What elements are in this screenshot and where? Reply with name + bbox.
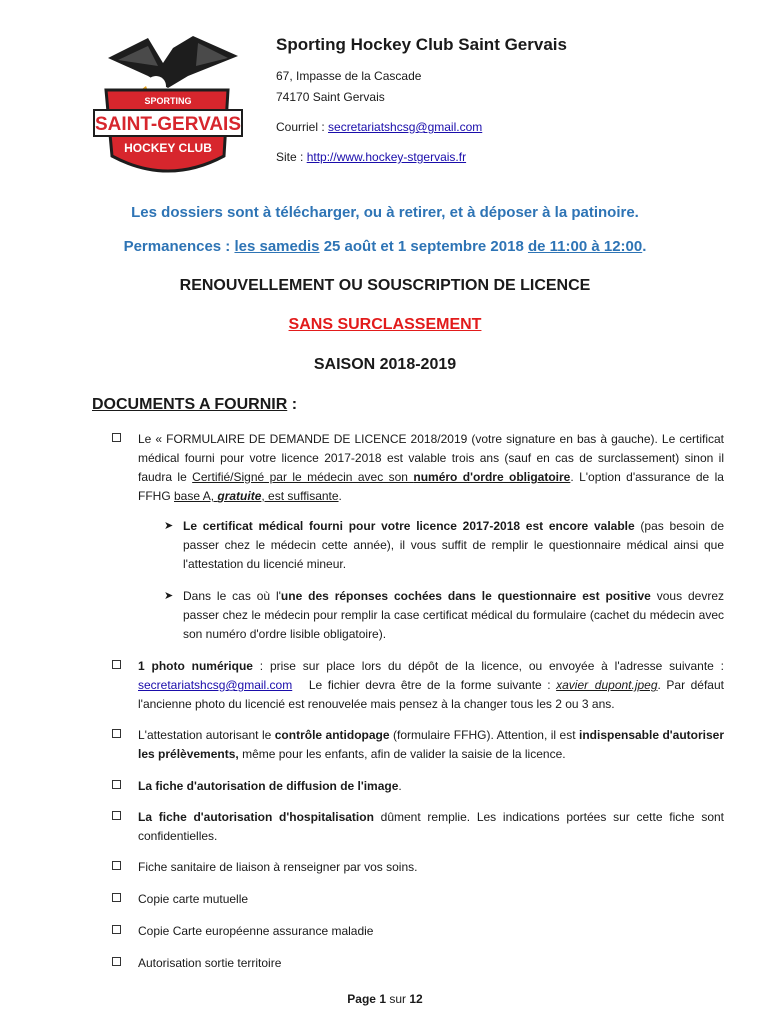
email-label: Courriel : xyxy=(276,120,329,134)
list-item xyxy=(112,890,724,909)
item-text: Copie carte mutuelle xyxy=(138,892,249,906)
item-text: Copie Carte européenne assurance maladie xyxy=(138,924,374,938)
club-logo xyxy=(88,28,248,188)
list-item xyxy=(112,808,724,846)
checkbox-icon[interactable] xyxy=(112,433,121,442)
subtitle-text: SANS SURCLASSEMENT xyxy=(288,316,482,333)
checkbox-icon[interactable] xyxy=(112,925,121,934)
page-footer xyxy=(0,992,770,1006)
documents-colon: : xyxy=(287,396,298,413)
season-heading: SAISON 2018-2019 xyxy=(313,356,457,373)
eagle-wings xyxy=(108,36,238,88)
list-item xyxy=(112,430,724,506)
permanences-hours: de 11:00 à 12:00 xyxy=(527,238,643,255)
sub-item-text: Dans le cas où l'une des réponses cochées dans le questionnaire est positive vous devrez passer chez le médecin pour remplir la case certificat médical du formulaire (cachet du médecin avec son numéro d'ordre lisible obligatoire). xyxy=(183,589,724,641)
logo-bottom-text: HOCKEY CLUB xyxy=(124,141,212,155)
item-text: Fiche sanitaire de liaison à renseigner par vos soins. xyxy=(138,860,418,874)
checkbox-icon[interactable] xyxy=(112,780,121,789)
arrow-bullet-icon: ➤ xyxy=(164,520,174,532)
photo-email-link[interactable]: secretariatshcsg@gmail.com xyxy=(138,678,293,692)
checkbox-icon[interactable] xyxy=(112,893,121,902)
documents-title: DOCUMENTS A FOURNIR xyxy=(92,396,288,413)
site-label: Site : xyxy=(276,150,307,164)
notice-line-2 xyxy=(0,238,770,255)
logo-top-text: SPORTING xyxy=(144,96,192,106)
item-text: L'attestation autorisant le contrôle antidopage (formulaire FFHG). Attention, il est indispensable d'autoriser les prélèvements, même pour les enfants, afin de valider la saisie de la licence. xyxy=(138,728,724,761)
item-text: Le « FORMULAIRE DE DEMANDE DE LICENCE 2018/2019 (votre signature en bas à gauche). Le certificat médical fourni pour votre licence 2017-2018 est valable trois ans (sauf en cas de surclassement) sinon il faudra le Certifié/Signé par le médecin avec son numéro d'ordre obligatoire. L'option d'assurance de la FFHG base A, gratuite, est suffisante. xyxy=(138,432,724,503)
site-link[interactable]: http://www.hockey-stgervais.fr xyxy=(306,150,467,164)
email-line xyxy=(276,120,736,134)
list-item xyxy=(112,954,724,973)
sub-item-text: Le certificat médical fourni pour votre licence 2017-2018 est encore valable (pas besoin de passer chez le médecin cette année), il vous suffit de remplir le questionnaire médical ainsi que l'attestation du licencié mineur. xyxy=(183,519,724,571)
list-item xyxy=(112,858,724,877)
sub-item xyxy=(164,517,724,574)
list-item xyxy=(112,777,724,796)
checkbox-icon[interactable] xyxy=(112,660,121,669)
page-label: Page xyxy=(347,992,380,1006)
page-number: 1 xyxy=(379,992,386,1006)
checkbox-icon[interactable] xyxy=(112,729,121,738)
item-text: La fiche d'autorisation d'hospitalisation dûment remplie. Les indications portées sur cette fiche sont confidentielles. xyxy=(138,810,724,843)
club-name: Sporting Hockey Club Saint Gervais xyxy=(276,35,567,54)
permanences-label: Permanences : xyxy=(123,238,235,255)
sub-item xyxy=(164,587,724,644)
list-item xyxy=(112,922,724,941)
page-of: sur xyxy=(386,992,410,1006)
documents-heading xyxy=(92,396,297,414)
checkbox-icon[interactable] xyxy=(112,957,121,966)
arrow-bullet-icon: ➤ xyxy=(164,590,174,602)
notice-line-1: Les dossiers sont à télécharger, ou à retirer, et à déposer à la patinoire. xyxy=(131,204,639,221)
page-total: 12 xyxy=(409,992,423,1006)
address-line-1: 67, Impasse de la Cascade xyxy=(276,69,422,83)
page-subtitle xyxy=(0,316,770,334)
site-line xyxy=(276,150,736,164)
logo-main-text: SAINT-GERVAIS xyxy=(94,114,242,135)
item-text: Autorisation sortie territoire xyxy=(138,956,282,970)
permanences-days: les samedis xyxy=(234,238,320,255)
page-title: RENOUVELLEMENT OU SOUSCRIPTION DE LICENCE xyxy=(179,277,591,294)
checkbox-icon[interactable] xyxy=(112,811,121,820)
item-text: 1 photo numérique : prise sur place lors du dépôt de la licence, ou envoyée à l'adresse suivante : secretariatshcsg@gmail.com Le fichier devra être de la forme suivante : xavier_dupont.jpeg. Par défaut l'ancienne photo du licencié est renouvelée mais pensez à la changer tous les 2 ou 3 ans. xyxy=(138,659,725,711)
item-text: La fiche d'autorisation de diffusion de l'image. xyxy=(138,779,402,793)
list-item xyxy=(112,657,724,714)
club-info xyxy=(276,35,736,171)
permanences-end: . xyxy=(642,238,647,255)
list-item xyxy=(112,726,724,764)
email-link[interactable]: secretariatshcsg@gmail.com xyxy=(328,120,483,134)
address-line-2: 74170 Saint Gervais xyxy=(276,90,385,104)
checkbox-icon[interactable] xyxy=(112,861,121,870)
permanences-dates: 25 août et 1 septembre 2018 xyxy=(319,238,528,255)
